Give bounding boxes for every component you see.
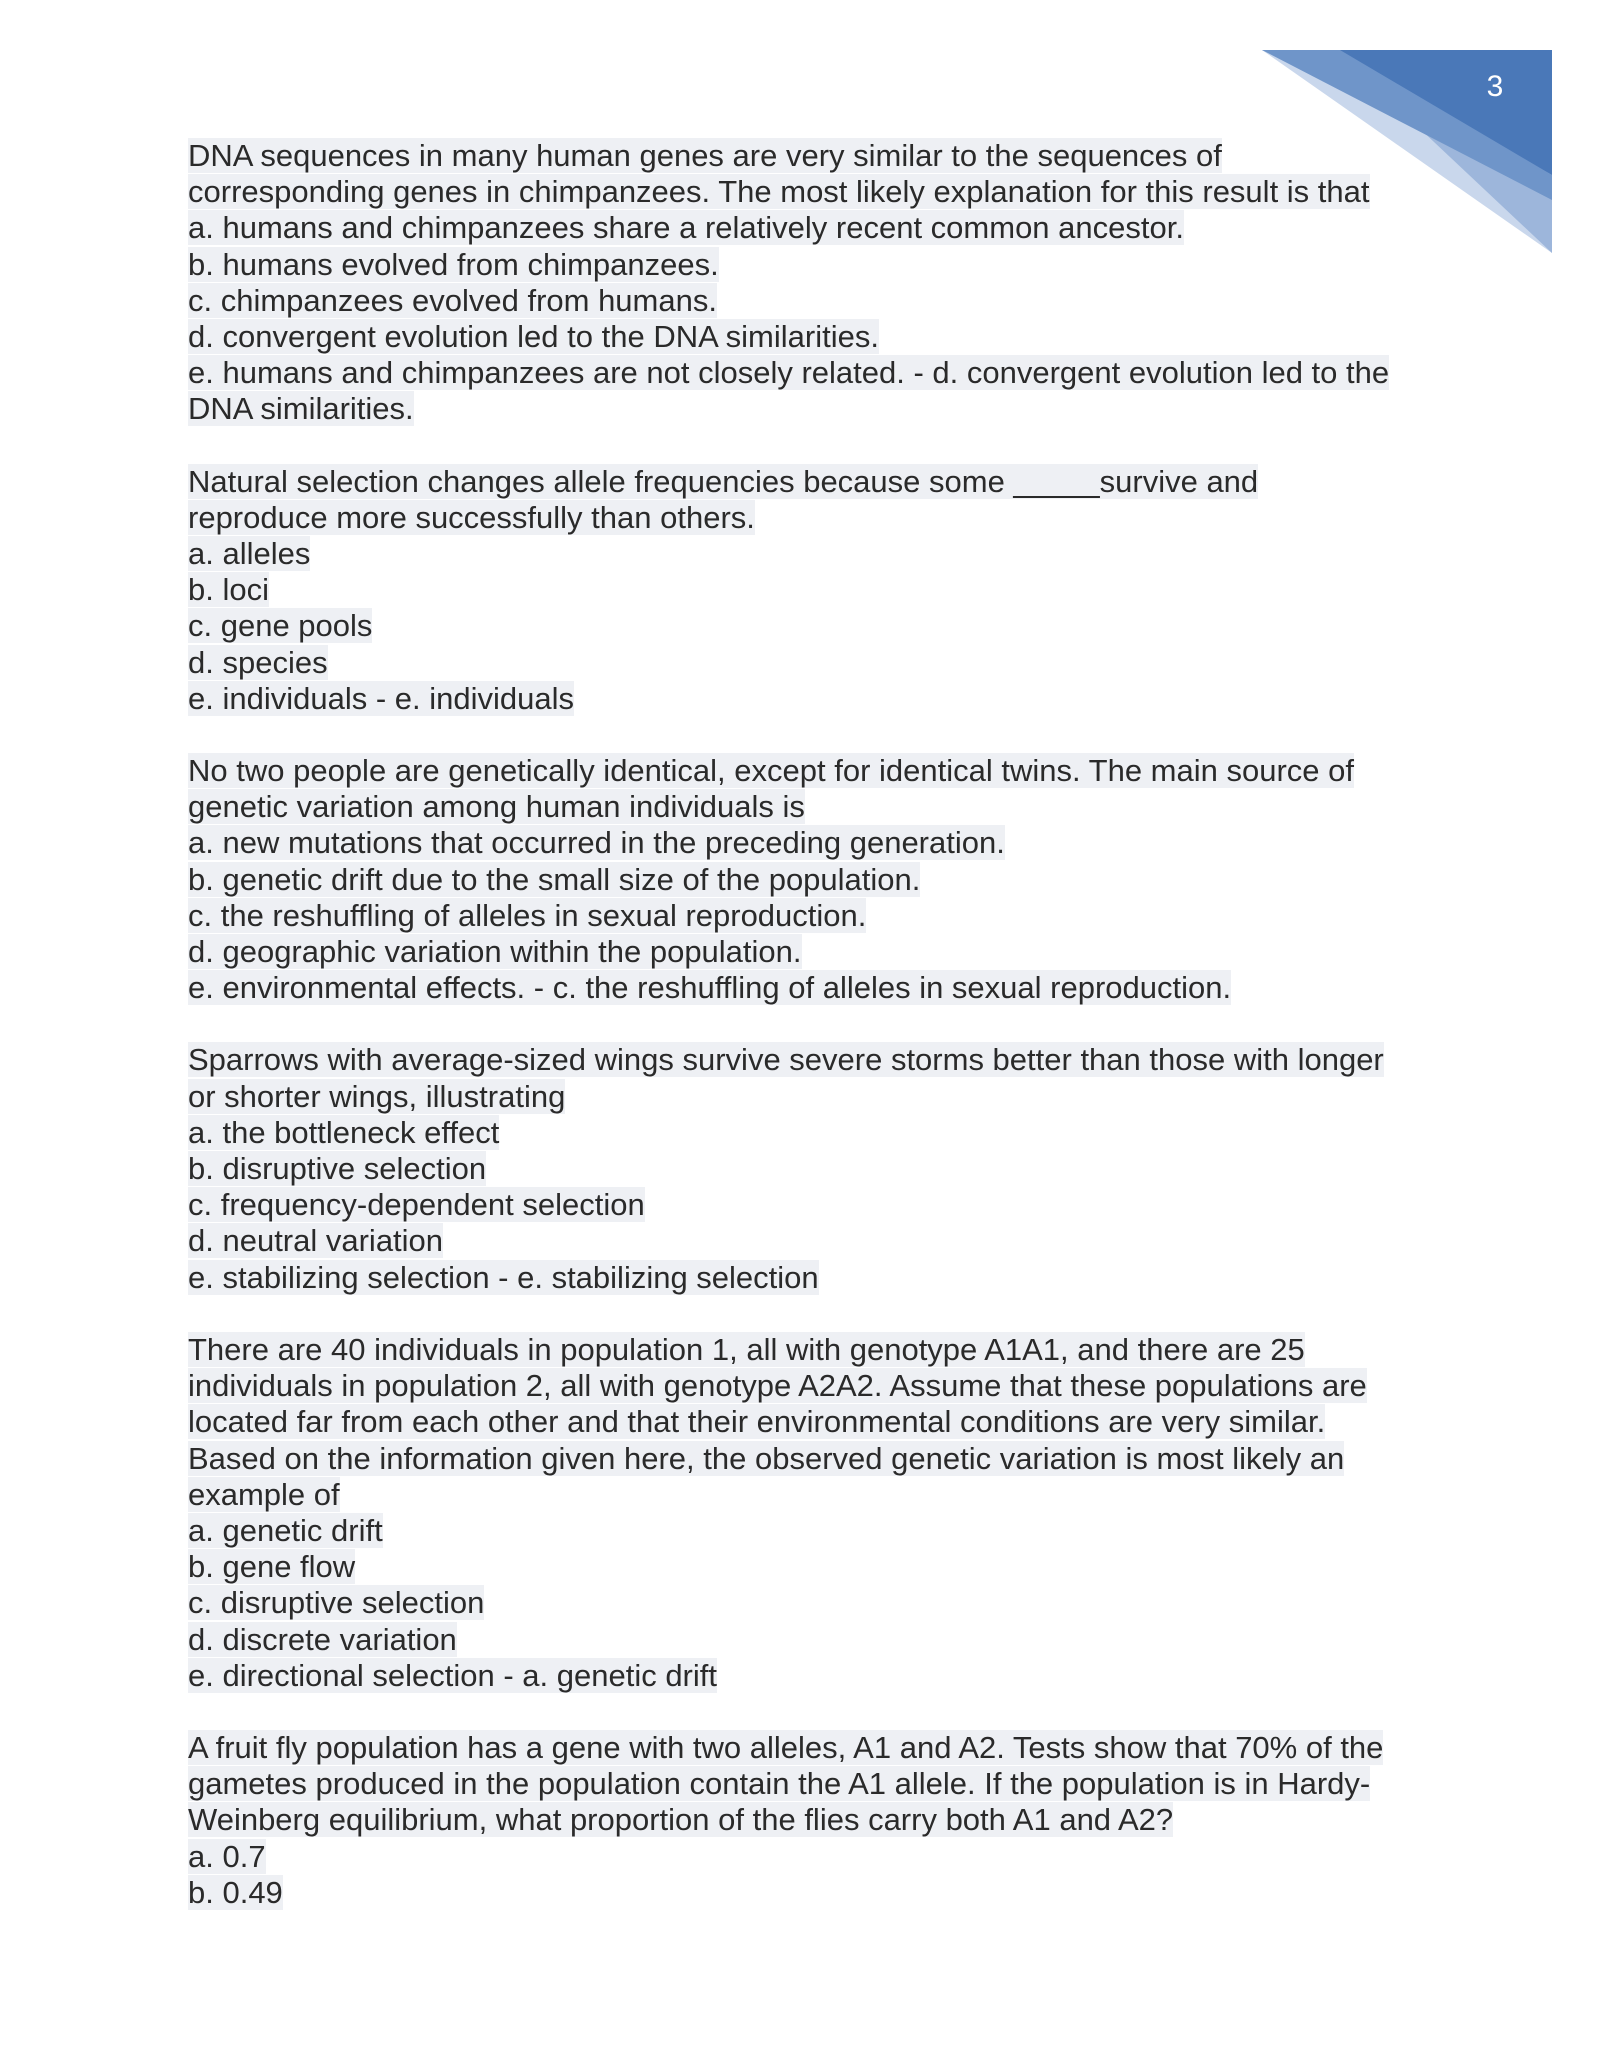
text-line: located far from each other and that their environmental conditions are very similar.: [188, 1404, 1326, 1440]
page-number: 3: [1486, 70, 1504, 103]
text-line: individuals in population 2, all with genotype A2A2. Assume that these populations are: [188, 1368, 1367, 1404]
text-line: Based on the information given here, the observed genetic variation is most likely an: [188, 1440, 1345, 1476]
answer-option: b. genetic drift due to the small size of the population.: [188, 861, 921, 897]
answer-option: a. new mutations that occurred in the preceding generation.: [188, 825, 1005, 861]
answer-option: c. disruptive selection: [188, 1585, 485, 1621]
question-list: [188, 138, 1448, 1947]
answer-option: a. genetic drift: [188, 1512, 383, 1548]
text-line: There are 40 individuals in population 1, all with genotype A1A1, and there are 25: [188, 1331, 1305, 1367]
answer-option: d. geographic variation within the population.: [188, 934, 802, 970]
answer-option: d. convergent evolution led to the DNA similarities.: [188, 319, 879, 355]
answer-option: c. gene pools: [188, 608, 373, 644]
answer-option: e. individuals - e. individuals: [188, 680, 574, 716]
question-block: [188, 1042, 1448, 1295]
answer-option: e. stabilizing selection - e. stabilizing selection: [188, 1259, 819, 1295]
answer-option: d. species: [188, 644, 328, 680]
text-line: No two people are genetically identical, except for identical twins. The main source of: [188, 753, 1354, 789]
question-block: [188, 464, 1448, 717]
answer-option: b. gene flow: [188, 1549, 356, 1585]
text-line: or shorter wings, illustrating: [188, 1078, 566, 1114]
answer-option: d. discrete variation: [188, 1621, 457, 1657]
answer-option: b. humans evolved from chimpanzees.: [188, 246, 719, 282]
answer-option: e. humans and chimpanzees are not closely related. - d. convergent evolution led to the: [188, 355, 1390, 391]
text-line: reproduce more successfully than others.: [188, 499, 755, 535]
answer-option: a. alleles: [188, 536, 311, 572]
answer-option: c. the reshuffling of alleles in sexual reproduction.: [188, 897, 867, 933]
text-line: DNA sequences in many human genes are very similar to the sequences of: [188, 138, 1222, 173]
answer-option: c. chimpanzees evolved from humans.: [188, 282, 717, 318]
text-line: Natural selection changes allele frequencies because some _____survive and: [188, 463, 1259, 499]
text-line: Sparrows with average-sized wings survive severe storms better than those with longer: [188, 1042, 1384, 1078]
answer-option: c. frequency-dependent selection: [188, 1187, 645, 1223]
answer-option: a. 0.7: [188, 1838, 266, 1874]
answer-option: e. environmental effects. - c. the reshuffling of alleles in sexual reproduction.: [188, 970, 1232, 1006]
question-block: [188, 753, 1448, 1006]
text-line: Weinberg equilibrium, what proportion of the flies carry both A1 and A2?: [188, 1802, 1174, 1838]
text-line: DNA similarities.: [188, 391, 414, 427]
answer-option: a. humans and chimpanzees share a relatively recent common ancestor.: [188, 210, 1184, 246]
question-block: [188, 138, 1448, 428]
text-line: genetic variation among human individuals is: [188, 789, 805, 825]
answer-option: e. directional selection - a. genetic drift: [188, 1657, 717, 1693]
text-line: corresponding genes in chimpanzees. The most likely explanation for this result is that: [188, 174, 1370, 210]
answer-option: a. the bottleneck effect: [188, 1114, 500, 1150]
answer-option: d. neutral variation: [188, 1223, 444, 1259]
text-line: example of: [188, 1476, 340, 1512]
answer-option: b. disruptive selection: [188, 1151, 487, 1187]
answer-option: b. 0.49: [188, 1874, 283, 1910]
question-block: [188, 1730, 1448, 1911]
text-line: A fruit fly population has a gene with two alleles, A1 and A2. Tests show that 70% of the: [188, 1729, 1384, 1765]
answer-option: b. loci: [188, 572, 269, 608]
text-line: gametes produced in the population contain the A1 allele. If the population is in Hardy-: [188, 1766, 1371, 1802]
question-block: [188, 1332, 1448, 1694]
